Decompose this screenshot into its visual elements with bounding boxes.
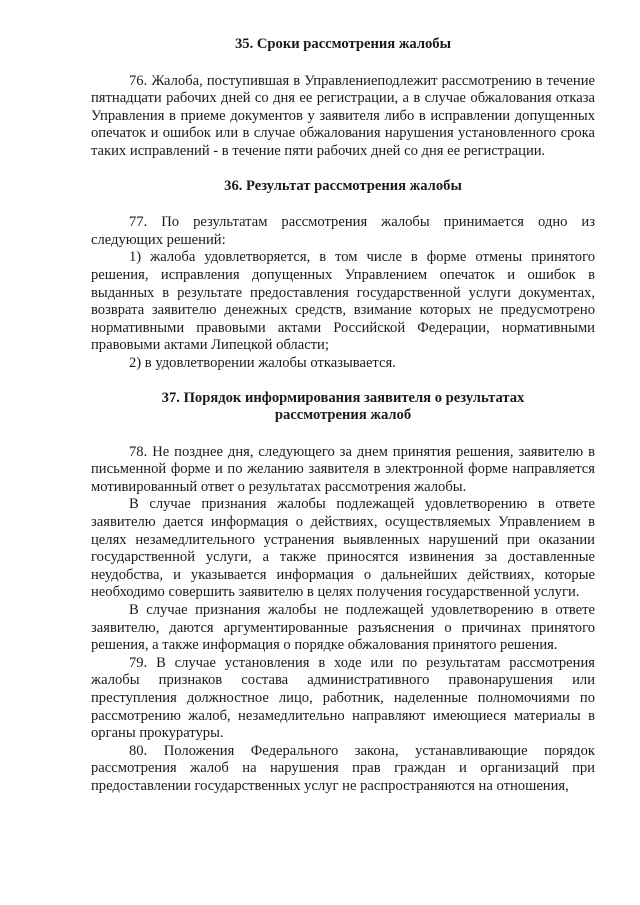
paragraph-78-rejected: В случае признания жалобы не подлежащей удовлетворению в ответе заявителю, даются аргументированные разъяснения о причинах принятого решения, а также информация о порядке обжалования принятого решения. bbox=[91, 602, 595, 654]
paragraph-78-satisfied: В случае признания жалобы подлежащей удовлетворению в ответе заявителю дается информация о действиях, осуществляемых Управлением в целях незамедлительного устранения выявленных нарушений при оказании государственной услуги, а также приносятся извинения за доставленные неудобства, и указывается информация о дальнейших действиях, которые необходимо совершить заявителю в целях получения государственной услуги. bbox=[91, 496, 595, 601]
paragraph-77-item-2: 2) в удовлетворении жалобы отказывается. bbox=[129, 354, 396, 371]
section-35-title: 35. Сроки рассмотрения жалобы bbox=[234, 36, 451, 52]
paragraph-78: 78. Не позднее дня, следующего за днем принятия решения, заявителю в письменной форме и по желанию заявителя в электронной форме направляется мотивированный ответ о результатах рассмотрения жалобы. bbox=[91, 443, 595, 495]
section-36-title: 36. Результат рассмотрения жалобы bbox=[224, 177, 462, 194]
paragraph-79: 79. В случае установления в ходе или по результатам рассмотрения жалобы признаков состава административного правонарушения или преступления должностное лицо, работник, наделенные полномочиями по рассмотрению жалоб, незамедлительно направляют имеющиеся материалы в органы прокуратуры. bbox=[91, 654, 595, 742]
section-37-title bbox=[91, 390, 595, 425]
paragraph-77-item-1: 1) жалоба удовлетворяется, в том числе в форме отмены принятого решения, исправления допущенных Управлением опечаток и ошибок в выданных в результате предоставления государственной услуги документах, возврата заявителю денежных средств, взимание которых не предусмотрено нормативными правовыми актами Российской Федерации, нормативными правовыми актами Липецкой области; bbox=[91, 249, 595, 354]
paragraph-77: 77. По результатам рассмотрения жалобы принимается одно из следующих решений: bbox=[91, 214, 595, 248]
paragraph-80: 80. Положения Федерального закона, устанавливающие порядок рассмотрения жалоб на нарушения прав граждан и организаций при предоставлении государственных услуг не распространяются на отношения, bbox=[91, 742, 595, 794]
page-content bbox=[91, 36, 595, 796]
section-37-title-line-2: рассмотрения жалоб bbox=[274, 407, 412, 424]
paragraph-76: 76. Жалоба, поступившая в Управлениеподлежит рассмотрению в течение пятнадцати рабочих дней со дня ее регистрации, а в случае обжалования отказа Управления в приеме документов у заявителя либо в исправлении допущенных опечаток и ошибок или в случае обжалования нарушения установленного срока таких исправлений - в течение пяти рабочих дней со дня ее регистрации. bbox=[91, 72, 595, 159]
section-37-title-line-1: 37. Порядок информирования заявителя о результатах bbox=[161, 389, 525, 406]
